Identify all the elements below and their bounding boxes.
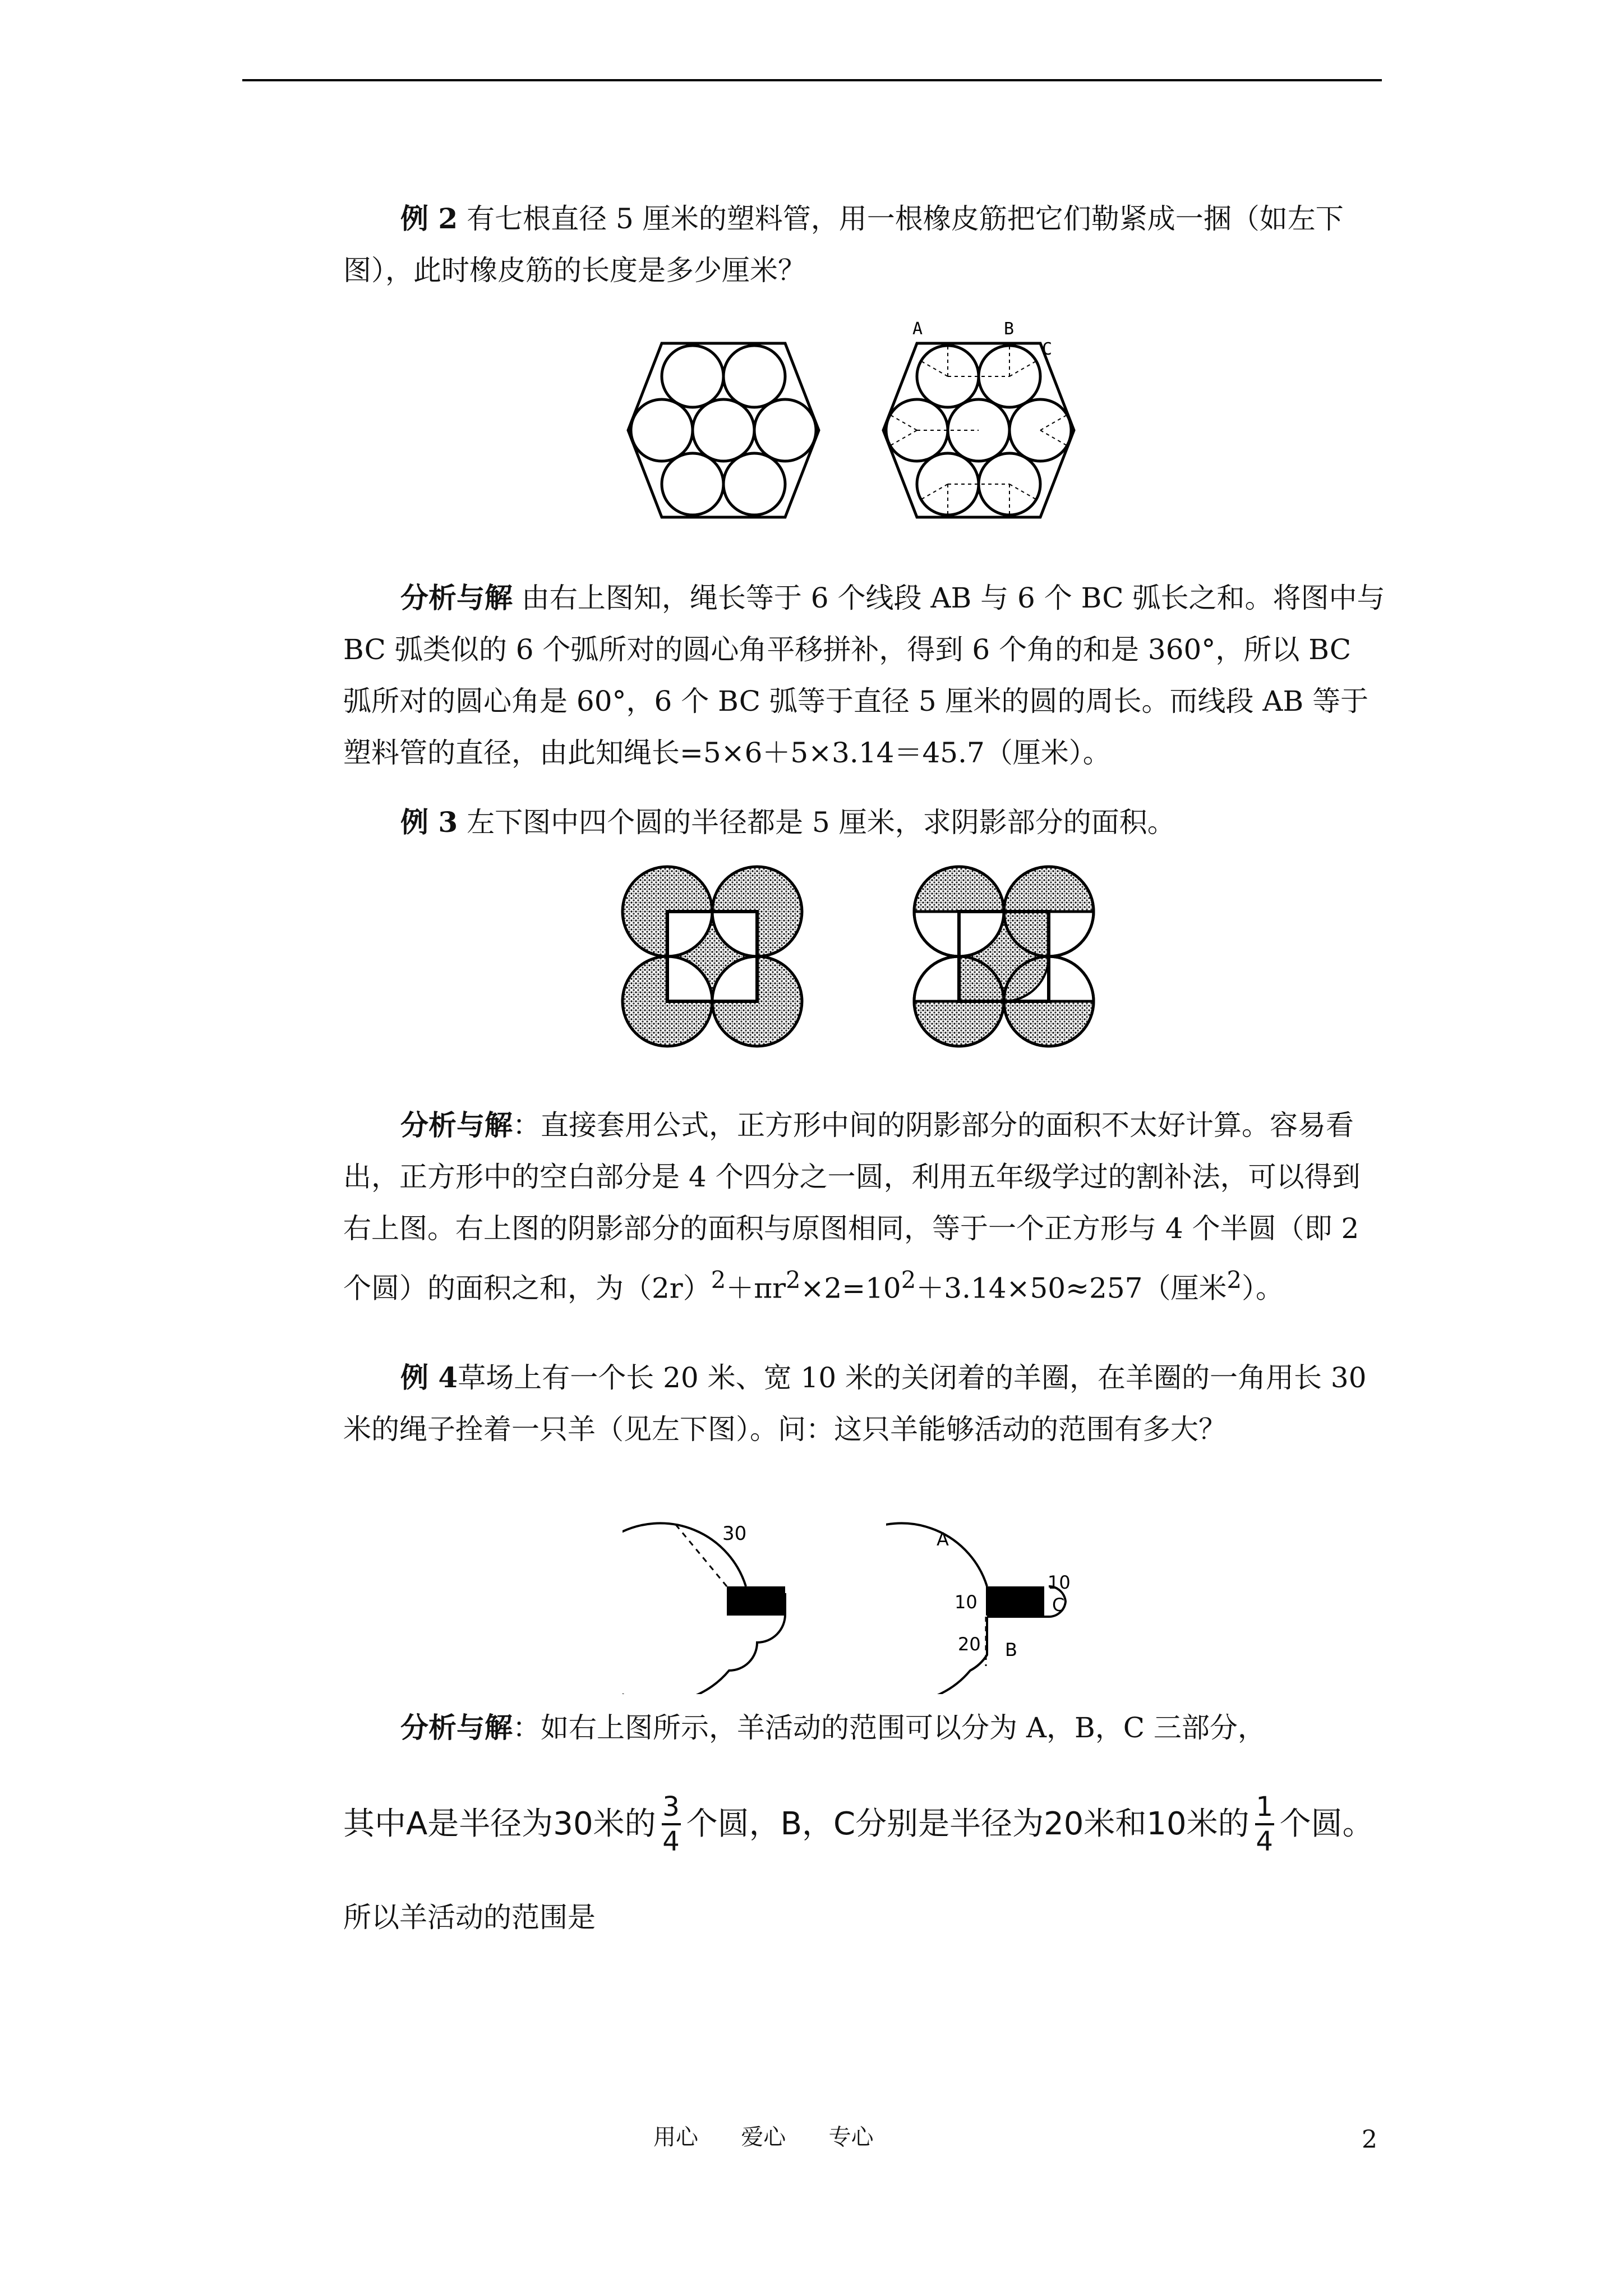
analysis-3-mid3: ＋3.14×50≈257（厘米 <box>916 1272 1227 1305</box>
example-3-question <box>343 797 1386 848</box>
analysis-3-mid1: ＋πr <box>726 1272 786 1305</box>
rope-length-label: 30 <box>722 1522 747 1545</box>
hexagon-bundle-figure-right <box>872 314 1096 539</box>
fraction-one-quarter <box>1255 1793 1274 1856</box>
fraction-three-quarters <box>662 1793 681 1856</box>
fraction-1-bar <box>662 1823 681 1825</box>
analysis-3-sup3: 2 <box>901 1266 916 1294</box>
example-4-text: 草场上有一个长 20 米、宽 10 米的关闭着的羊圈，在羊圈的一角用长 30 米的绳子拴着一只羊（见左下图）。问：这只羊能够活动的范围有多大？ <box>343 1361 1367 1446</box>
fraction-2-denominator: 4 <box>1256 1826 1273 1857</box>
example-4-question <box>343 1352 1386 1455</box>
hexagon-bundle-figure-left <box>623 326 824 534</box>
fraction-2-numerator: 1 <box>1256 1791 1273 1823</box>
analysis-3-text: ：直接套用公式，正方形中间的阴影部分的面积不太好计算。容易看出，正方形中的空白部分是 4 个四分之一圆，利用五年级学过的割补法，可以得到右上图。右上图的阴影部分的面积与原图相同，等于一个正方形与 4 个半圆（即 2 个圆）的面积之和，为（2r） <box>343 1109 1361 1305</box>
analysis-3-label: 分析与解 <box>400 1108 513 1142</box>
formula-line <box>343 1793 1374 1856</box>
example-3-analysis <box>343 1099 1386 1314</box>
fraction-1-numerator: 3 <box>662 1791 680 1823</box>
analysis-3-sup4: 2 <box>1227 1266 1242 1294</box>
conclusion-line: 所以羊活动的范围是 <box>343 1901 596 1934</box>
sheep-range-figure-right <box>886 1487 1110 1694</box>
analysis-4-label: 分析与解 <box>400 1711 513 1744</box>
page-number: 2 <box>1362 2125 1377 2154</box>
example-3-label: 例 3 <box>400 806 458 839</box>
fraction-2-bar <box>1255 1823 1274 1825</box>
analysis-3-sup2: 2 <box>786 1266 801 1294</box>
point-b-label: B <box>1004 319 1015 339</box>
example-4-analysis <box>343 1702 1386 1754</box>
four-circles-figure-right <box>909 861 1105 1052</box>
analysis-3-sup1: 2 <box>711 1266 726 1294</box>
fraction-1-denominator: 4 <box>662 1826 680 1857</box>
footer-motto: 用心 爱心 专心 <box>653 2124 874 2150</box>
example-4-label: 例 4 <box>400 1361 458 1394</box>
twenty-label: 20 <box>958 1634 981 1655</box>
example-3-text: 左下图中四个圆的半径都是 5 厘米，求阴影部分的面积。 <box>458 806 1175 839</box>
analysis-3-mid2: ×2=10 <box>800 1272 901 1305</box>
point-c-label: C <box>1042 339 1053 359</box>
formula-part-3: 个圆。 <box>1279 1806 1374 1842</box>
header-rule <box>242 79 1382 81</box>
region-b-label: B <box>1005 1639 1017 1660</box>
formula-part-1: 其中A是半径为30米的 <box>343 1806 656 1842</box>
example-2-question <box>343 193 1386 296</box>
point-a-label: A <box>912 319 923 339</box>
four-circles-figure-left <box>617 861 808 1052</box>
analysis-2-text: 由右上图知，绳长等于 6 个线段 AB 与 6 个 BC 弧长之和。将图中与 BC 弧类似的 6 个弧所对的圆心角平移拼补，得到 6 个角的和是 360°，所以 BC 弧所对的圆心角是 60°，6 个 BC 弧等于直径 5 厘米的圆的周长。而线段 AB 等于塑料管的直径，由此知绳长=5×6＋5×3.14＝45.7（厘米）。 <box>343 582 1385 769</box>
side-ten-label: 10 <box>955 1591 978 1613</box>
analysis-2-label: 分析与解 <box>400 581 513 614</box>
example-2-text: 有七根直径 5 厘米的塑料管，用一根橡皮筋把它们勒紧成一捆（如左下图），此时橡皮筋的长度是多少厘米？ <box>343 203 1344 287</box>
analysis-3-end: ）。 <box>1241 1272 1284 1305</box>
formula-part-2: 个圆，B，C分别是半径为20米和10米的 <box>686 1806 1249 1842</box>
analysis-4-text: ：如右上图所示，羊活动的范围可以分为 A，B，C 三部分， <box>513 1711 1266 1744</box>
region-c-label: C <box>1052 1594 1065 1616</box>
top-ten-label: 10 <box>1048 1572 1071 1593</box>
example-2-label: 例 2 <box>400 202 458 235</box>
sheep-range-figure-left <box>623 1487 830 1694</box>
region-a-label: A <box>937 1529 949 1550</box>
example-2-analysis <box>343 572 1386 779</box>
